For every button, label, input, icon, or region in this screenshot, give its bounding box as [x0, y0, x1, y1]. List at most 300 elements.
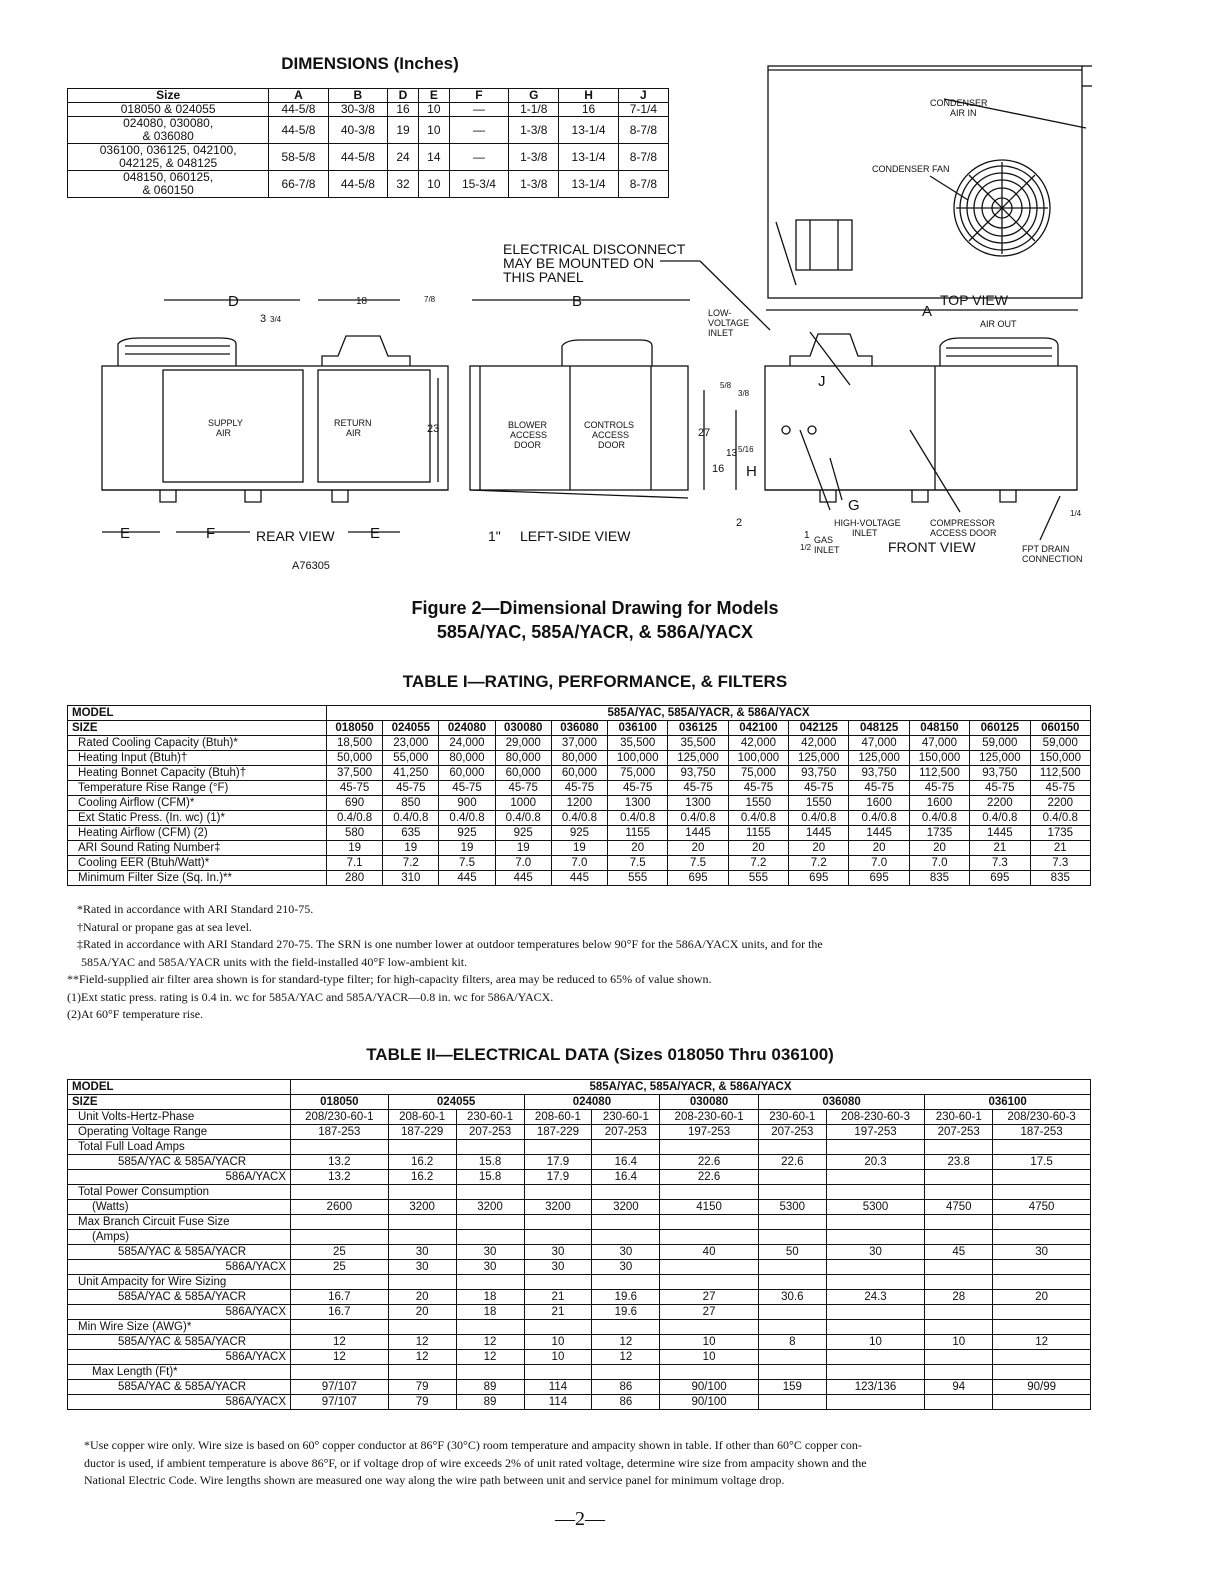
table1-cell: 112,500 — [1030, 766, 1090, 781]
dim-1: 1 — [804, 530, 810, 541]
dim-size-line: & 060150 — [142, 183, 194, 197]
table2-size-024080: 024080 — [524, 1095, 660, 1110]
dim-cell: 7-1/4 — [618, 103, 668, 117]
table2-row — [68, 1245, 1091, 1260]
dim-cell: 66-7/8 — [269, 171, 328, 198]
table1-cell: 1445 — [970, 826, 1030, 841]
table1-cell: 1445 — [789, 826, 849, 841]
table1-cell: 45-75 — [909, 781, 969, 796]
controls-door-label: CONTROLS — [584, 420, 635, 430]
table2-group-label: Total Full Load Amps — [68, 1140, 291, 1155]
table1-row-label: Heating Bonnet Capacity (Btuh)† — [68, 766, 327, 781]
table1-cell: 60,000 — [495, 766, 551, 781]
table1-size-036100: 036100 — [608, 721, 668, 736]
table2-cell: 86 — [592, 1395, 660, 1410]
table2-cell: 10 — [660, 1335, 759, 1350]
dim-16: 16 — [712, 463, 725, 475]
high-voltage-label-2: INLET — [852, 528, 878, 538]
table1-cell: 310 — [383, 871, 439, 886]
table1-cell: 59,000 — [1030, 736, 1090, 751]
table2-cell: 22.6 — [660, 1170, 759, 1185]
table2-cell — [758, 1350, 826, 1365]
table2-row — [68, 1155, 1091, 1170]
table1-size-060125: 060125 — [970, 721, 1030, 736]
table2-cell: 30 — [388, 1245, 456, 1260]
table1-row-label: ARI Sound Rating Number‡ — [68, 841, 327, 856]
table2-cell: 21 — [524, 1305, 592, 1320]
table2-empty-cell — [524, 1140, 592, 1155]
table1-cell: 1600 — [909, 796, 969, 811]
dim-cell: 16 — [559, 103, 618, 117]
table2-cell: 197-253 — [826, 1125, 925, 1140]
blower-door-label: BLOWER — [508, 420, 548, 430]
table2-group-head — [68, 1230, 1091, 1245]
table2-cell: 114 — [524, 1380, 592, 1395]
dim-cell: 19 — [388, 117, 419, 144]
dimensions-title: DIMENSIONS (Inches) — [281, 54, 459, 73]
table2-empty-cell — [660, 1365, 759, 1380]
table2-row-label: (Watts) — [68, 1200, 291, 1215]
table2-group-head — [68, 1365, 1091, 1380]
table2-row-label: 586A/YACX — [68, 1395, 291, 1410]
dim-header-7: H — [559, 89, 618, 103]
table1-row — [68, 796, 1091, 811]
table2-group-label: Min Wire Size (AWG)* — [68, 1320, 291, 1335]
table2-cell — [993, 1350, 1091, 1365]
table1-cell: 45-75 — [327, 781, 383, 796]
table2-cell: 4750 — [925, 1200, 993, 1215]
table2-cell: 230-60-1 — [592, 1110, 660, 1125]
front-view-outline — [765, 366, 1077, 490]
table1-cell: 93,750 — [668, 766, 728, 781]
table1-cell: 24,000 — [439, 736, 495, 751]
table1-cell: 1445 — [668, 826, 728, 841]
table1-row — [68, 841, 1091, 856]
table2-cell: 12 — [993, 1335, 1091, 1350]
table2-row — [68, 1335, 1091, 1350]
dim-letter-g: G — [848, 497, 860, 514]
table1-cell: 42,000 — [728, 736, 788, 751]
table2-empty-cell — [758, 1275, 826, 1290]
dim-cell: 1-3/8 — [509, 144, 559, 171]
table1-row — [68, 826, 1091, 841]
table2-cell: 30 — [524, 1245, 592, 1260]
table1-cell: 0.4/0.8 — [383, 811, 439, 826]
table2-cell: 21 — [524, 1290, 592, 1305]
dim-18: 18 — [356, 296, 368, 307]
table2-cell: 20 — [993, 1290, 1091, 1305]
dim-size-line: & 036080 — [142, 129, 194, 143]
dim-header-1: A — [269, 89, 328, 103]
dim-cell: 24 — [388, 144, 419, 171]
table1-cell: 80,000 — [551, 751, 607, 766]
controls-door-label-3: DOOR — [598, 440, 625, 450]
table2-row-label: 585A/YAC & 585A/YACR — [68, 1380, 291, 1395]
table2-group-label: Total Power Consumption — [68, 1185, 291, 1200]
table1-cell: 20 — [909, 841, 969, 856]
table1-cell: 900 — [439, 796, 495, 811]
table2-empty-cell — [456, 1185, 524, 1200]
table2-row-label: Unit Volts-Hertz-Phase — [68, 1110, 291, 1125]
table2-row-label: 586A/YACX — [68, 1305, 291, 1320]
table2-cell: 12 — [592, 1335, 660, 1350]
dim-letter-b: B — [572, 293, 583, 310]
front-view-label: FRONT VIEW — [888, 539, 976, 555]
table1-cell: 925 — [551, 826, 607, 841]
table2-cell: 159 — [758, 1380, 826, 1395]
dim-cell: 16 — [388, 103, 419, 117]
table1-cell: 45-75 — [551, 781, 607, 796]
dim-size-line: 036100, 036125, 042100, — [99, 143, 237, 157]
table2-cell: 10 — [925, 1335, 993, 1350]
table2-empty-cell — [592, 1140, 660, 1155]
table1-cell: 925 — [439, 826, 495, 841]
table2-empty-cell — [592, 1320, 660, 1335]
table2-cell — [925, 1260, 993, 1275]
table1-cell: 93,750 — [789, 766, 849, 781]
table2-note-line: *Use copper wire only. Wire size is based on 60° copper conductor at 86°F (30°C) room temperature and ampacity shown in table. If other than 60°C copper con- — [84, 1438, 862, 1452]
dim-cell: 13-1/4 — [559, 171, 618, 198]
table2-cell: 97/107 — [291, 1380, 389, 1395]
table2-empty-cell — [826, 1365, 925, 1380]
table1-cell: 1600 — [849, 796, 909, 811]
table2-empty-cell — [993, 1140, 1091, 1155]
table1-cell: 0.4/0.8 — [608, 811, 668, 826]
frac-1-2: 1/2 — [800, 543, 812, 552]
table1-size-024055: 024055 — [383, 721, 439, 736]
table1-row-label: Temperature Rise Range (°F) — [68, 781, 327, 796]
table2-empty-cell — [925, 1230, 993, 1245]
table2-cell: 16.2 — [388, 1170, 456, 1185]
table1-cell: 125,000 — [970, 751, 1030, 766]
low-voltage-label-2: VOLTAGE — [708, 318, 750, 328]
table2-size-label: SIZE — [68, 1095, 291, 1110]
table1-cell: 45-75 — [608, 781, 668, 796]
table1-cell: 19 — [383, 841, 439, 856]
table1-cell: 1200 — [551, 796, 607, 811]
table2-empty-cell — [925, 1275, 993, 1290]
table1-cell: 7.0 — [551, 856, 607, 871]
table2-cell: 187-253 — [993, 1125, 1091, 1140]
table2-cell: 13.2 — [291, 1170, 389, 1185]
table2-cell: 230-60-1 — [925, 1110, 993, 1125]
table1-cell: 695 — [668, 871, 728, 886]
table2-cell: 30 — [592, 1260, 660, 1275]
left-side-view-outline — [470, 366, 688, 490]
dim-letter-d: D — [228, 293, 239, 310]
table2-row — [68, 1260, 1091, 1275]
table1-cell: 7.0 — [495, 856, 551, 871]
table2-cell: 79 — [388, 1380, 456, 1395]
table2-empty-cell — [592, 1275, 660, 1290]
dim-cell: 1-3/8 — [509, 171, 559, 198]
table2-empty-cell — [925, 1215, 993, 1230]
table1-cell: 1155 — [608, 826, 668, 841]
dim-27: 27 — [698, 427, 711, 439]
table1-cell: 1735 — [909, 826, 969, 841]
table2-cell: 89 — [456, 1380, 524, 1395]
blower-door-label-3: DOOR — [514, 440, 541, 450]
table1-cell: 20 — [608, 841, 668, 856]
table1-cell: 7.3 — [970, 856, 1030, 871]
table1-cell: 19 — [495, 841, 551, 856]
dimensional-drawing — [0, 0, 1224, 600]
table1-cell: 7.5 — [439, 856, 495, 871]
dim-cell: 44-5/8 — [328, 171, 387, 198]
table2-cell: 22.6 — [660, 1155, 759, 1170]
table2-group-head — [68, 1185, 1091, 1200]
table2-empty-cell — [388, 1365, 456, 1380]
table2-row — [68, 1290, 1091, 1305]
table2-cell: 30.6 — [758, 1290, 826, 1305]
table1-note-line: 585A/YAC and 585A/YACR units with the field-installed 40°F low-ambient kit. — [81, 954, 468, 969]
dim-header-5: F — [449, 89, 508, 103]
table2-cell: 207-253 — [456, 1125, 524, 1140]
table2-cell — [660, 1260, 759, 1275]
table1-cell: 0.4/0.8 — [551, 811, 607, 826]
table1-cell: 125,000 — [789, 751, 849, 766]
table2-cell: 15.8 — [456, 1155, 524, 1170]
table2-cell: 12 — [388, 1350, 456, 1365]
table1-row-label: Ext Static Press. (In. wc) (1)* — [68, 811, 327, 826]
table2-empty-cell — [925, 1140, 993, 1155]
dim-header-8: J — [618, 89, 668, 103]
table2-cell: 86 — [592, 1380, 660, 1395]
dim-cell: 32 — [388, 171, 419, 198]
condenser-air-in-label: CONDENSER — [930, 98, 988, 108]
table2-group-label: Max Branch Circuit Fuse Size — [68, 1215, 291, 1230]
table1-cell: 7.2 — [728, 856, 788, 871]
table1-cell: 42,000 — [789, 736, 849, 751]
table1-row-label: Rated Cooling Capacity (Btuh)* — [68, 736, 327, 751]
table1-cell: 835 — [1030, 871, 1090, 886]
table1 — [67, 705, 1091, 886]
table2-cell: 12 — [592, 1350, 660, 1365]
table2-empty-cell — [660, 1185, 759, 1200]
table1-cell: 125,000 — [668, 751, 728, 766]
table1-row — [68, 781, 1091, 796]
table2-row — [68, 1350, 1091, 1365]
table2-cell: 20 — [388, 1290, 456, 1305]
table2-cell: 10 — [524, 1335, 592, 1350]
table2-cell: 230-60-1 — [758, 1110, 826, 1125]
table1-cell: 7.5 — [608, 856, 668, 871]
dim-cell: 8-7/8 — [618, 144, 668, 171]
table1-cell: 41,250 — [383, 766, 439, 781]
table2-empty-cell — [291, 1140, 389, 1155]
return-air-label: RETURN — [334, 418, 372, 428]
table2-empty-cell — [826, 1320, 925, 1335]
table2-cell: 208-60-1 — [388, 1110, 456, 1125]
table2-empty-cell — [758, 1140, 826, 1155]
table2-cell — [826, 1350, 925, 1365]
table2-empty-cell — [660, 1275, 759, 1290]
table1-row — [68, 856, 1091, 871]
table1-cell: 1155 — [728, 826, 788, 841]
table2-empty-cell — [524, 1230, 592, 1245]
table1-cell: 0.4/0.8 — [789, 811, 849, 826]
table2-cell: 24.3 — [826, 1290, 925, 1305]
dim-header-3: D — [388, 89, 419, 103]
table1-cell: 50,000 — [327, 751, 383, 766]
table2-cell: 10 — [826, 1335, 925, 1350]
table2-empty-cell — [291, 1320, 389, 1335]
table2-size-018050: 018050 — [291, 1095, 389, 1110]
table1-cell: 75,000 — [608, 766, 668, 781]
supply-air-label-2: AIR — [216, 428, 232, 438]
table1-cell: 445 — [439, 871, 495, 886]
dim-cell: 10 — [418, 171, 449, 198]
table2-cell: 12 — [456, 1335, 524, 1350]
table2-cell: 30 — [456, 1260, 524, 1275]
table2-empty-cell — [291, 1275, 389, 1290]
table2-cell: 114 — [524, 1395, 592, 1410]
table2-cell: 16.7 — [291, 1305, 389, 1320]
condenser-air-in-label-2: AIR IN — [950, 108, 977, 118]
table2-cell: 8 — [758, 1335, 826, 1350]
table2-model-label: MODEL — [68, 1080, 291, 1095]
table1-cell: 580 — [327, 826, 383, 841]
table2-cell — [826, 1395, 925, 1410]
table2-empty-cell — [592, 1215, 660, 1230]
callout-line-3: THIS PANEL — [503, 269, 584, 285]
table2-cell: 16.4 — [592, 1155, 660, 1170]
dim-header-2: B — [328, 89, 387, 103]
table2-empty-cell — [592, 1185, 660, 1200]
table2-cell: 208/230-60-1 — [291, 1110, 389, 1125]
high-voltage-label: HIGH-VOLTAGE — [834, 518, 901, 528]
table1-cell: 690 — [327, 796, 383, 811]
table1-cell: 1550 — [728, 796, 788, 811]
table2-cell — [758, 1395, 826, 1410]
table1-cell: 45-75 — [668, 781, 728, 796]
table2-cell: 97/107 — [291, 1395, 389, 1410]
frac-5-16: 5/16 — [738, 445, 754, 454]
table2-cell: 10 — [660, 1350, 759, 1365]
dim-cell: 10 — [418, 103, 449, 117]
table1-cell: 1735 — [1030, 826, 1090, 841]
table2-cell: 18 — [456, 1290, 524, 1305]
table2-cell — [925, 1170, 993, 1185]
dim-letter-a: A — [922, 303, 933, 320]
table2-cell: 3200 — [388, 1200, 456, 1215]
table1-cell: 555 — [728, 871, 788, 886]
table2-cell: 30 — [592, 1245, 660, 1260]
table1-note-line: †Natural or propane gas at sea level. — [77, 919, 252, 934]
dim-cell: 44-5/8 — [269, 103, 328, 117]
table1-row — [68, 811, 1091, 826]
table2-row — [68, 1110, 1091, 1125]
table1-cell: 635 — [383, 826, 439, 841]
table2-cell — [826, 1260, 925, 1275]
dim-23: 23 — [427, 423, 440, 435]
table2-empty-cell — [993, 1185, 1091, 1200]
table2-cell: 4150 — [660, 1200, 759, 1215]
table1-size-036125: 036125 — [668, 721, 728, 736]
table2-group-head — [68, 1275, 1091, 1290]
table2-cell: 89 — [456, 1395, 524, 1410]
table1-cell: 19 — [551, 841, 607, 856]
table2-cell: 19.6 — [592, 1305, 660, 1320]
table2-empty-cell — [758, 1320, 826, 1335]
table2-cell: 20.3 — [826, 1155, 925, 1170]
table2-empty-cell — [388, 1275, 456, 1290]
table1-cell: 2200 — [1030, 796, 1090, 811]
table1-row-label: Cooling Airflow (CFM)* — [68, 796, 327, 811]
table1-cell: 80,000 — [495, 751, 551, 766]
dim-cell: 10 — [418, 117, 449, 144]
table2-size-024055: 024055 — [388, 1095, 524, 1110]
table2-empty-cell — [925, 1320, 993, 1335]
table1-cell: 7.2 — [383, 856, 439, 871]
dim-cell: 15-3/4 — [449, 171, 508, 198]
dim-letter-e-1: E — [120, 525, 131, 542]
controls-door-label-2: ACCESS — [592, 430, 630, 440]
table1-row-label: Cooling EER (Btuh/Watt)* — [68, 856, 327, 871]
dim-size-line: 024080, 030080, — [123, 116, 214, 130]
table2-cell: 17.5 — [993, 1155, 1091, 1170]
table1-cell: 0.4/0.8 — [439, 811, 495, 826]
table1-note-line: *Rated in accordance with ARI Standard 210-75. — [77, 902, 314, 916]
table2-cell: 208-230-60-1 — [660, 1110, 759, 1125]
table1-cell: 0.4/0.8 — [495, 811, 551, 826]
dim-header-4: E — [418, 89, 449, 103]
table2-group-head — [68, 1215, 1091, 1230]
table1-cell: 0.4/0.8 — [668, 811, 728, 826]
table1-cell: 150,000 — [1030, 751, 1090, 766]
table2-row-label: 586A/YACX — [68, 1260, 291, 1275]
table1-cell: 280 — [327, 871, 383, 886]
table1-cell: 695 — [789, 871, 849, 886]
table2-cell: 30 — [456, 1245, 524, 1260]
dim-cell: — — [449, 103, 508, 117]
table2-cell: 90/100 — [660, 1395, 759, 1410]
rear-view-label: REAR VIEW — [256, 528, 335, 544]
table2-cell: 20 — [388, 1305, 456, 1320]
table1-cell: 80,000 — [439, 751, 495, 766]
dim-cell: 40-3/8 — [328, 117, 387, 144]
table1-size-060150: 060150 — [1030, 721, 1090, 736]
dim-3: 3 — [260, 313, 267, 325]
table2-cell: 230-60-1 — [456, 1110, 524, 1125]
table1-cell: 0.4/0.8 — [1030, 811, 1090, 826]
table1-cell: 45-75 — [849, 781, 909, 796]
table1-cell: 7.5 — [668, 856, 728, 871]
table2-empty-cell — [660, 1215, 759, 1230]
dim-cell: 44-5/8 — [328, 144, 387, 171]
table2-empty-cell — [592, 1230, 660, 1245]
table1-cell: 45-75 — [728, 781, 788, 796]
table2-cell: 16.7 — [291, 1290, 389, 1305]
table1-cell: 45-75 — [1030, 781, 1090, 796]
table1-cell: 7.1 — [327, 856, 383, 871]
dim-cell: 13-1/4 — [559, 117, 618, 144]
table2-cell: 17.9 — [524, 1170, 592, 1185]
table1-row — [68, 751, 1091, 766]
table2-cell: 187-229 — [524, 1125, 592, 1140]
table2-cell: 2600 — [291, 1200, 389, 1215]
table2-cell: 79 — [388, 1395, 456, 1410]
table2-row — [68, 1125, 1091, 1140]
table1-cell: 0.4/0.8 — [327, 811, 383, 826]
table2-empty-cell — [388, 1230, 456, 1245]
table2-cell: 4750 — [993, 1200, 1091, 1215]
table2-cell: 25 — [291, 1260, 389, 1275]
top-view-label: TOP VIEW — [940, 292, 1008, 308]
supply-air-label: SUPPLY — [208, 418, 243, 428]
table1-model-value: 585A/YAC, 585A/YACR, & 586A/YACX — [327, 706, 1091, 721]
table2-note-line: ductor is used, if ambient temperature is above 86°F, or if voltage drop of wire exceeds 2% of unit rated voltage, determine wire size from ampacity shown and the — [84, 1455, 867, 1470]
